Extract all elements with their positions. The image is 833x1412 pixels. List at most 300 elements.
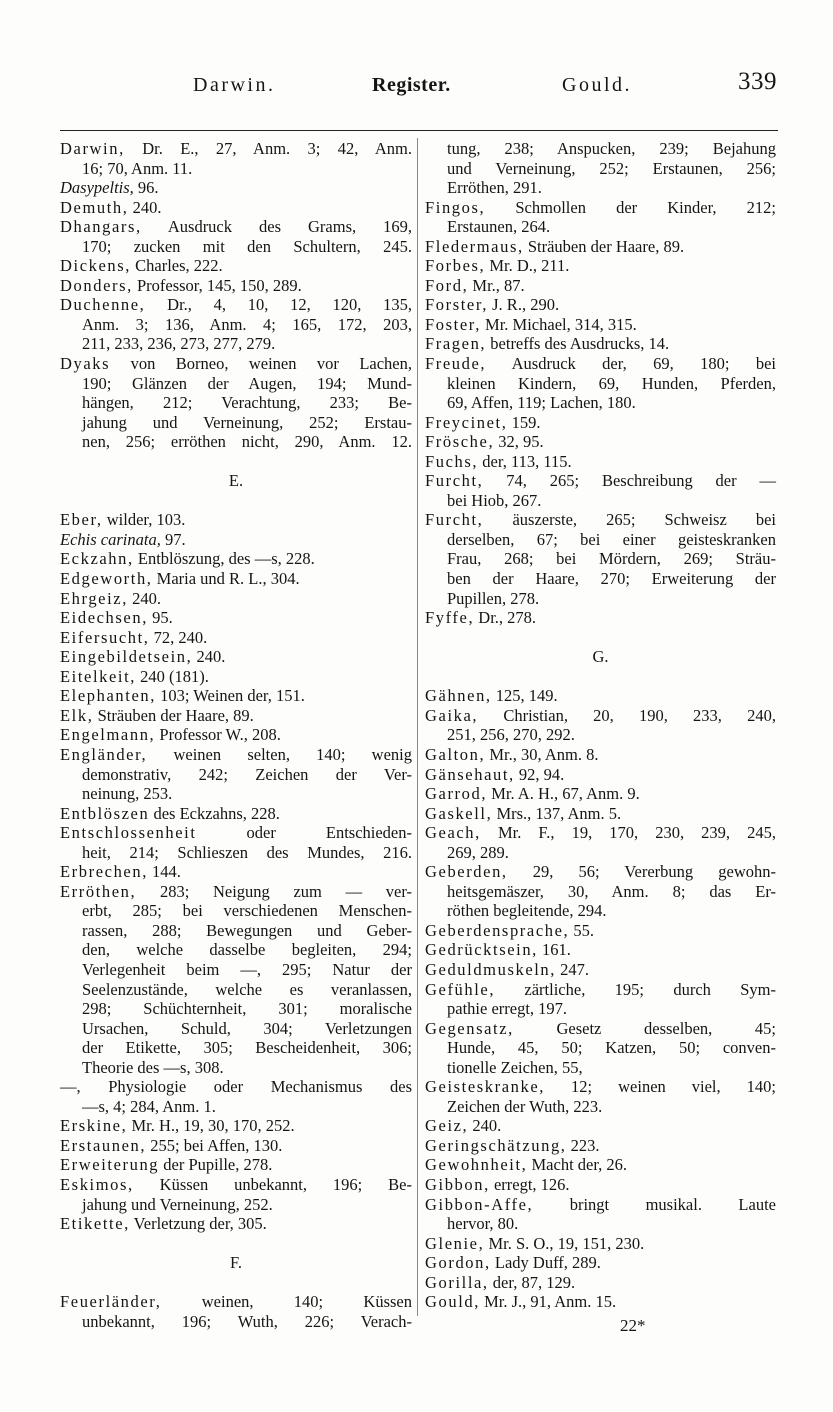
index-column-right bbox=[425, 139, 776, 1312]
blank-line bbox=[425, 628, 776, 648]
index-entry bbox=[425, 706, 776, 726]
index-entry bbox=[60, 569, 412, 589]
index-headword: Darwin, bbox=[60, 139, 125, 158]
index-entry bbox=[425, 1077, 776, 1097]
index-locators: Mr. S. O., 19, 151, 230. bbox=[484, 1233, 645, 1253]
index-entry bbox=[425, 452, 776, 472]
index-entry bbox=[60, 745, 412, 765]
index-locators: Seelenzustände, welche es veranlassen, bbox=[82, 979, 412, 999]
index-locators: Dr., 4, 10, 12, 120, 135, bbox=[145, 295, 412, 315]
index-entry-continuation bbox=[60, 1058, 412, 1078]
index-headword: Eifersucht, bbox=[60, 627, 150, 647]
index-headword: Gaika, bbox=[425, 705, 479, 725]
index-entry-continuation bbox=[60, 334, 412, 354]
index-entry bbox=[425, 804, 776, 824]
index-locators: derselben, 67; bei einer geisteskranken bbox=[447, 529, 776, 549]
index-locators: Mrs., 137, Anm. 5. bbox=[492, 803, 622, 823]
index-headword: Eingebildetsein, bbox=[60, 647, 193, 667]
header-rule bbox=[60, 130, 778, 131]
blank-line bbox=[60, 1234, 412, 1254]
index-entry bbox=[425, 940, 776, 960]
index-entry bbox=[425, 432, 776, 452]
index-entry-continuation bbox=[60, 980, 412, 1000]
index-locators: —s, 4; 284, Anm. 1. bbox=[82, 1096, 216, 1116]
header-right-term: Gould. bbox=[562, 74, 632, 96]
index-entry-continuation bbox=[60, 315, 412, 335]
index-headword: Gibbon-Affe, bbox=[425, 1194, 534, 1214]
index-entry-continuation bbox=[60, 374, 412, 394]
index-entry bbox=[60, 608, 412, 628]
index-entry bbox=[425, 745, 776, 765]
index-headword: Demuth, bbox=[60, 197, 129, 217]
index-locators: äuszerste, 265; Schweisz bei bbox=[483, 510, 776, 530]
index-locators: 211, 233, 236, 273, 277, 279. bbox=[82, 334, 276, 354]
index-locators: Mr. A. H., 67, Anm. 9. bbox=[487, 784, 640, 804]
index-headword: Gefühle, bbox=[425, 979, 496, 999]
index-locators: der, 113, 115. bbox=[478, 451, 572, 471]
index-entry-continuation bbox=[60, 960, 412, 980]
index-entry-continuation bbox=[60, 921, 412, 941]
index-headword: Gewohnheit, bbox=[425, 1155, 528, 1175]
index-headword: Forbes, bbox=[425, 256, 486, 276]
index-locators: Mr. D., 211. bbox=[485, 256, 570, 276]
index-locators: betreffs des Ausdrucks, 14. bbox=[486, 334, 670, 354]
index-locators: 170; zucken mit den Schultern, 245. bbox=[82, 236, 412, 256]
index-locators: Schmollen der Kinder, 212; bbox=[485, 197, 776, 217]
index-entry bbox=[60, 1214, 412, 1234]
index-entry-continuation bbox=[425, 159, 776, 179]
index-locators: 240. bbox=[468, 1116, 502, 1136]
index-entry bbox=[425, 608, 776, 628]
index-locators: heit, 214; Schlieszen des Mundes, 216. bbox=[82, 842, 412, 862]
index-locators: bringt musikal. Laute bbox=[533, 1194, 776, 1214]
index-entry-continuation bbox=[60, 765, 412, 785]
index-locators: Ursachen, Schuld, 304; Verletzungen bbox=[82, 1018, 412, 1038]
index-entry bbox=[60, 804, 412, 824]
index-locators: von Borneo, weinen vor Lachen, bbox=[110, 354, 412, 374]
index-locators: ben der Haare, 270; Erweiterung der bbox=[447, 569, 776, 589]
index-entry-continuation bbox=[425, 1214, 776, 1234]
index-locators: 103; Weinen der, 151. bbox=[155, 686, 305, 706]
index-locators: Mr. J., 91, Anm. 15. bbox=[479, 1292, 617, 1312]
index-entry bbox=[60, 1116, 412, 1136]
index-headword: Geringschätzung, bbox=[425, 1135, 567, 1155]
index-locators: Sträuben der Haare, 89. bbox=[93, 705, 254, 725]
index-headword: Feuerländer, bbox=[60, 1292, 162, 1312]
index-headword: Geisteskranke, bbox=[425, 1077, 545, 1097]
index-locators: weinen, 140; Küssen bbox=[161, 1292, 412, 1312]
index-entry-continuation bbox=[425, 1038, 776, 1058]
index-locators: zärtliche, 195; durch Sym- bbox=[495, 979, 776, 999]
index-entry bbox=[425, 960, 776, 980]
index-headword: Entschlossenheit bbox=[60, 823, 197, 843]
index-entry bbox=[60, 667, 412, 687]
index-headword: Etikette, bbox=[60, 1214, 130, 1234]
index-locators: 72, 240. bbox=[149, 627, 208, 647]
index-locators: jahung und Verneinung, 252; Erstau- bbox=[82, 412, 412, 432]
page-number: 339 bbox=[738, 68, 777, 95]
index-headword: Eskimos, bbox=[60, 1174, 134, 1194]
index-locators: oder Entschieden- bbox=[196, 823, 412, 843]
index-locators: weinen selten, 140; wenig bbox=[147, 744, 412, 764]
index-entry-continuation bbox=[425, 882, 776, 902]
index-locators: 240. bbox=[192, 647, 226, 667]
index-entry-continuation bbox=[425, 178, 776, 198]
index-entry bbox=[425, 413, 776, 433]
index-headword: Edgeworth, bbox=[60, 569, 153, 589]
index-entry bbox=[425, 921, 776, 941]
index-locators: der Pupille, 278. bbox=[159, 1155, 273, 1175]
index-entry bbox=[60, 1155, 412, 1175]
index-entry bbox=[60, 725, 412, 745]
index-entry bbox=[425, 686, 776, 706]
index-headword: Eidechsen, bbox=[60, 608, 148, 628]
index-locators: 74, 265; Beschreibung der — bbox=[483, 471, 776, 491]
index-headword: Gould, bbox=[425, 1292, 480, 1312]
index-locators: demonstrativ, 242; Zeichen der Ver- bbox=[82, 764, 412, 784]
index-entry-continuation bbox=[425, 491, 776, 511]
index-entry bbox=[425, 1195, 776, 1215]
section-letter: G. bbox=[592, 647, 609, 667]
index-entry-continuation bbox=[425, 393, 776, 413]
index-entry-continuation bbox=[425, 217, 776, 237]
index-headword: Gänsehaut, bbox=[425, 764, 515, 784]
index-entry bbox=[425, 354, 776, 374]
index-entry bbox=[425, 1253, 776, 1273]
index-entry-continuation bbox=[425, 1058, 776, 1078]
index-headword: Fingos, bbox=[425, 197, 486, 217]
column-divider bbox=[417, 138, 418, 1316]
index-entry bbox=[60, 1292, 412, 1312]
blank-line bbox=[60, 452, 412, 472]
index-entry-continuation bbox=[425, 589, 776, 609]
index-headword: Furcht, bbox=[425, 471, 484, 491]
index-locators: der, 87, 129. bbox=[488, 1272, 576, 1292]
index-locators: Mr., 87. bbox=[468, 275, 525, 295]
section-letter: F. bbox=[230, 1253, 242, 1273]
index-entry-continuation bbox=[425, 1097, 776, 1117]
index-locators: 269, 289. bbox=[447, 842, 509, 862]
index-locators: J. R., 290. bbox=[488, 295, 560, 315]
index-locators: 96. bbox=[133, 178, 159, 198]
index-entry bbox=[60, 862, 412, 882]
index-locators: Gesetz desselben, 45; bbox=[513, 1018, 776, 1038]
index-entry bbox=[425, 471, 776, 491]
index-entry bbox=[425, 1234, 776, 1254]
index-locators: 159. bbox=[507, 412, 541, 432]
index-entry bbox=[60, 354, 412, 374]
index-locators: Verletzung der, 305. bbox=[129, 1214, 267, 1234]
index-headword: Geach, bbox=[425, 823, 481, 843]
index-headword: Eber, bbox=[60, 510, 103, 530]
index-headword: Fragen, bbox=[425, 334, 487, 354]
index-locators: 223. bbox=[566, 1135, 600, 1155]
blank-line bbox=[60, 1273, 412, 1293]
index-locators: 298; Schüchternheit, 301; moralische bbox=[82, 999, 412, 1019]
index-locators: 95. bbox=[147, 608, 173, 628]
index-headword: Gaskell, bbox=[425, 803, 493, 823]
index-headword: Gordon, bbox=[425, 1253, 491, 1273]
index-entry-continuation bbox=[60, 1038, 412, 1058]
index-entry bbox=[425, 1292, 776, 1312]
index-locators: 240 (181). bbox=[136, 666, 209, 686]
index-entry-continuation bbox=[425, 999, 776, 1019]
index-locators: 255; bei Affen, 130. bbox=[146, 1135, 283, 1155]
index-locators: Mr. F., 19, 170, 230, 239, 245, bbox=[480, 823, 776, 843]
index-headword: Duchenne, bbox=[60, 295, 146, 315]
index-entry bbox=[60, 510, 412, 530]
index-headword: Gegensatz, bbox=[425, 1018, 514, 1038]
index-entry-continuation bbox=[60, 237, 412, 257]
index-locators: 97. bbox=[160, 529, 186, 549]
index-entry bbox=[60, 178, 412, 198]
index-entry bbox=[60, 139, 412, 159]
index-headword: Ehrgeiz, bbox=[60, 588, 128, 608]
index-locators: Lady Duff, 289. bbox=[490, 1253, 601, 1273]
index-locators: Erröthen, 291. bbox=[447, 178, 542, 198]
header-left-term: Darwin. bbox=[193, 74, 276, 96]
index-entry bbox=[425, 237, 776, 257]
index-entry-continuation bbox=[60, 159, 412, 179]
index-entry-continuation bbox=[425, 843, 776, 863]
index-entry bbox=[425, 334, 776, 354]
index-locators: 190; Glänzen der Augen, 194; Mund- bbox=[82, 373, 412, 393]
index-locators: Zeichen der Wuth, 223. bbox=[447, 1096, 603, 1116]
index-headword: Ford, bbox=[425, 275, 469, 295]
index-locators: Theorie des —s, 308. bbox=[82, 1057, 224, 1077]
index-entry bbox=[425, 1136, 776, 1156]
index-entry bbox=[60, 589, 412, 609]
index-locators: Anm. 3; 136, Anm. 4; 165, 172, 203, bbox=[82, 314, 412, 334]
index-headword: Erstaunen, bbox=[60, 1135, 147, 1155]
index-locators: rassen, 288; Bewegungen und Geber- bbox=[82, 920, 412, 940]
index-locators: Entblöszung, des —s, 228. bbox=[133, 549, 315, 569]
index-entry bbox=[425, 862, 776, 882]
index-entry-continuation bbox=[60, 784, 412, 804]
index-entry bbox=[60, 706, 412, 726]
index-entry bbox=[425, 1155, 776, 1175]
index-entry-continuation bbox=[60, 413, 412, 433]
index-headword: Erweiterung bbox=[60, 1155, 160, 1175]
index-locators: 240. bbox=[128, 197, 162, 217]
running-header bbox=[0, 66, 833, 102]
index-entry bbox=[60, 295, 412, 315]
index-locators: neinung, 253. bbox=[82, 784, 173, 804]
index-locators: bei Hiob, 267. bbox=[447, 490, 542, 510]
index-locators: 12; weinen viel, 140; bbox=[545, 1077, 776, 1097]
index-locators: 283; Neigung zum — ver- bbox=[136, 881, 412, 901]
index-headword: Fyffe, bbox=[425, 608, 475, 628]
index-headword: Gibbon, bbox=[425, 1174, 490, 1194]
index-entry bbox=[60, 1175, 412, 1195]
index-locators: Christian, 20, 190, 233, 240, bbox=[478, 705, 776, 725]
index-locators: den, welche dasselbe begleiten, 294; bbox=[82, 940, 412, 960]
index-locators: erregt, 126. bbox=[489, 1174, 570, 1194]
index-entry-continuation bbox=[60, 1077, 412, 1097]
index-headword: Foster, bbox=[425, 314, 481, 334]
index-headword: Fledermaus, bbox=[425, 236, 524, 256]
index-headword: Erröthen, bbox=[60, 881, 137, 901]
index-locators: hervor, 80. bbox=[447, 1214, 519, 1234]
index-locators: Professor W., 208. bbox=[155, 725, 281, 745]
index-locators: Verlegenheit beim —, 295; Natur der bbox=[82, 959, 412, 979]
index-entry-continuation bbox=[60, 843, 412, 863]
index-entry bbox=[60, 647, 412, 667]
index-entry bbox=[60, 217, 412, 237]
index-locators: Maria und R. L., 304. bbox=[152, 569, 300, 589]
index-entry bbox=[425, 315, 776, 335]
index-entry bbox=[60, 530, 412, 550]
section-letter: E. bbox=[228, 471, 244, 491]
index-entry bbox=[60, 882, 412, 902]
index-headword: Eitelkeit, bbox=[60, 666, 137, 686]
index-headword: Frösche, bbox=[425, 432, 495, 452]
index-headword: Glenie, bbox=[425, 1233, 485, 1253]
index-locators: nen, 256; erröthen nicht, 290, Anm. 12. bbox=[82, 432, 412, 452]
index-locators: 240. bbox=[127, 588, 161, 608]
index-headword: Garrod, bbox=[425, 784, 488, 804]
index-locators: Erstaunen, 264. bbox=[447, 217, 551, 237]
index-locators: Ausdruck der, 69, 180; bei bbox=[486, 354, 776, 374]
index-headword: Elk, bbox=[60, 705, 94, 725]
index-headword: Gedrücktsein, bbox=[425, 940, 538, 960]
index-locators: 29, 56; Vererbung gewohn- bbox=[507, 862, 776, 882]
index-locators: Mr. H., 19, 30, 170, 252. bbox=[127, 1116, 295, 1136]
index-locators: pathie erregt, 197. bbox=[447, 999, 568, 1019]
index-entry bbox=[60, 1136, 412, 1156]
index-entry-continuation bbox=[60, 1019, 412, 1039]
index-headword: Engländer, bbox=[60, 744, 148, 764]
index-locators: hängen, 212; Verachtung, 233; Be- bbox=[82, 393, 412, 413]
index-locators: tung, 238; Anspucken, 239; Bejahung bbox=[447, 139, 776, 158]
index-headword: Eckzahn, bbox=[60, 549, 134, 569]
signature-mark: 22* bbox=[620, 1316, 646, 1335]
index-entry-continuation bbox=[425, 139, 776, 159]
index-entry-continuation bbox=[60, 1312, 412, 1332]
index-headword: Furcht, bbox=[425, 510, 484, 530]
index-locators: Professor, 145, 150, 289. bbox=[132, 275, 302, 295]
index-headword: Galton, bbox=[425, 744, 486, 764]
index-entry-continuation bbox=[60, 393, 412, 413]
index-headword: Geberden, bbox=[425, 862, 508, 882]
index-locators: 55. bbox=[569, 920, 594, 940]
index-headword: Gorilla, bbox=[425, 1272, 489, 1292]
index-headword: Dyaks bbox=[60, 354, 111, 374]
index-locators: Küssen unbekannt, 196; Be- bbox=[133, 1174, 412, 1194]
index-locators: der Etikette, 305; Bescheidenheit, 306; bbox=[82, 1038, 412, 1058]
index-headword: Donders, bbox=[60, 275, 133, 295]
index-locators: —, Physiologie oder Mechanismus des bbox=[60, 1077, 412, 1097]
index-headword: Entblöszen bbox=[60, 803, 150, 823]
index-locators: kleinen Kindern, 69, Hunden, Pferden, bbox=[447, 373, 776, 393]
index-locators: Charles, 222. bbox=[131, 256, 223, 276]
index-headword: Forster, bbox=[425, 295, 489, 315]
index-headword: Erskine, bbox=[60, 1116, 128, 1136]
index-headword: Geberdensprache, bbox=[425, 920, 570, 940]
index-headword: Dickens, bbox=[60, 256, 131, 276]
index-headword: Gähnen, bbox=[425, 686, 492, 706]
index-entry bbox=[60, 198, 412, 218]
index-headword: Fuchs, bbox=[425, 451, 479, 471]
index-locators: 92, 94. bbox=[514, 764, 565, 784]
index-entry bbox=[60, 628, 412, 648]
index-entry-continuation bbox=[60, 432, 412, 452]
index-locators: jahung und Verneinung, 252. bbox=[82, 1194, 273, 1214]
index-locators: 16; 70, Anm. 11. bbox=[82, 158, 193, 178]
index-headword: Erbrechen, bbox=[60, 862, 148, 882]
index-headword: Freude, bbox=[425, 354, 487, 374]
index-locators: 161. bbox=[537, 940, 571, 960]
index-entry-continuation bbox=[60, 1097, 412, 1117]
index-locators: 125, 149. bbox=[491, 686, 558, 706]
index-entry-continuation bbox=[425, 549, 776, 569]
index-locators: Dr., 278. bbox=[474, 608, 537, 628]
index-headword: Geduldmuskeln, bbox=[425, 959, 557, 979]
header-title: Register. bbox=[372, 74, 451, 96]
index-entry bbox=[425, 198, 776, 218]
index-entry bbox=[60, 549, 412, 569]
index-locators: Hunde, 45, 50; Katzen, 50; conven- bbox=[447, 1038, 776, 1058]
index-locators: 251, 256, 270, 292. bbox=[447, 725, 575, 745]
index-headword: Elephanten, bbox=[60, 686, 156, 706]
index-entry bbox=[60, 256, 412, 276]
index-entry-continuation bbox=[425, 530, 776, 550]
index-locators: 144. bbox=[147, 862, 181, 882]
index-entry bbox=[425, 295, 776, 315]
index-headword: Dhangars, bbox=[60, 217, 142, 237]
index-headword: Engelmann, bbox=[60, 725, 156, 745]
index-locators: erbt, 285; bei verschiedenen Menschen- bbox=[82, 901, 412, 921]
index-locators: röthen begleitende, 294. bbox=[447, 901, 607, 921]
index-locators: tionelle Zeichen, 55, bbox=[447, 1057, 583, 1077]
index-entry-continuation bbox=[60, 940, 412, 960]
index-entry-continuation bbox=[60, 1195, 412, 1215]
index-entry bbox=[425, 765, 776, 785]
index-locators: und Verneinung, 252; Erstaunen, 256; bbox=[447, 158, 776, 178]
index-locators: unbekannt, 196; Wuth, 226; Verach- bbox=[82, 1311, 412, 1331]
index-entry-continuation bbox=[60, 901, 412, 921]
index-entry bbox=[425, 256, 776, 276]
index-entry-continuation bbox=[425, 725, 776, 745]
index-locators: 32, 95. bbox=[494, 432, 544, 452]
index-entry bbox=[425, 1273, 776, 1293]
index-entry bbox=[425, 510, 776, 530]
index-headword: Dasypeltis, bbox=[60, 178, 134, 198]
index-locators: Macht der, 26. bbox=[527, 1155, 628, 1175]
index-locators: 247. bbox=[556, 959, 590, 979]
index-headword: Echis carinata, bbox=[60, 529, 161, 549]
index-entry bbox=[425, 784, 776, 804]
index-locators: Frau, 268; bei Mördern, 269; Sträu- bbox=[447, 549, 776, 569]
index-entry bbox=[60, 823, 412, 843]
index-entry-continuation bbox=[425, 569, 776, 589]
index-entry bbox=[425, 823, 776, 843]
index-entry bbox=[60, 276, 412, 296]
index-locators: heitsgemäszer, 30, Anm. 8; das Er- bbox=[447, 881, 776, 901]
index-locators: Mr., 30, Anm. 8. bbox=[485, 744, 599, 764]
index-entry-continuation bbox=[60, 999, 412, 1019]
index-column-left bbox=[60, 139, 412, 1331]
index-entry-continuation bbox=[425, 901, 776, 921]
index-entry bbox=[425, 276, 776, 296]
index-locators: Pupillen, 278. bbox=[447, 588, 540, 608]
index-entry bbox=[425, 980, 776, 1000]
index-entry bbox=[425, 1175, 776, 1195]
index-locators: des Eckzahns, 228. bbox=[149, 803, 280, 823]
index-headword: Geiz, bbox=[425, 1116, 469, 1136]
index-locators: Dr. E., 27, Anm. 3; 42, Anm. bbox=[124, 139, 412, 158]
blank-line bbox=[60, 491, 412, 511]
